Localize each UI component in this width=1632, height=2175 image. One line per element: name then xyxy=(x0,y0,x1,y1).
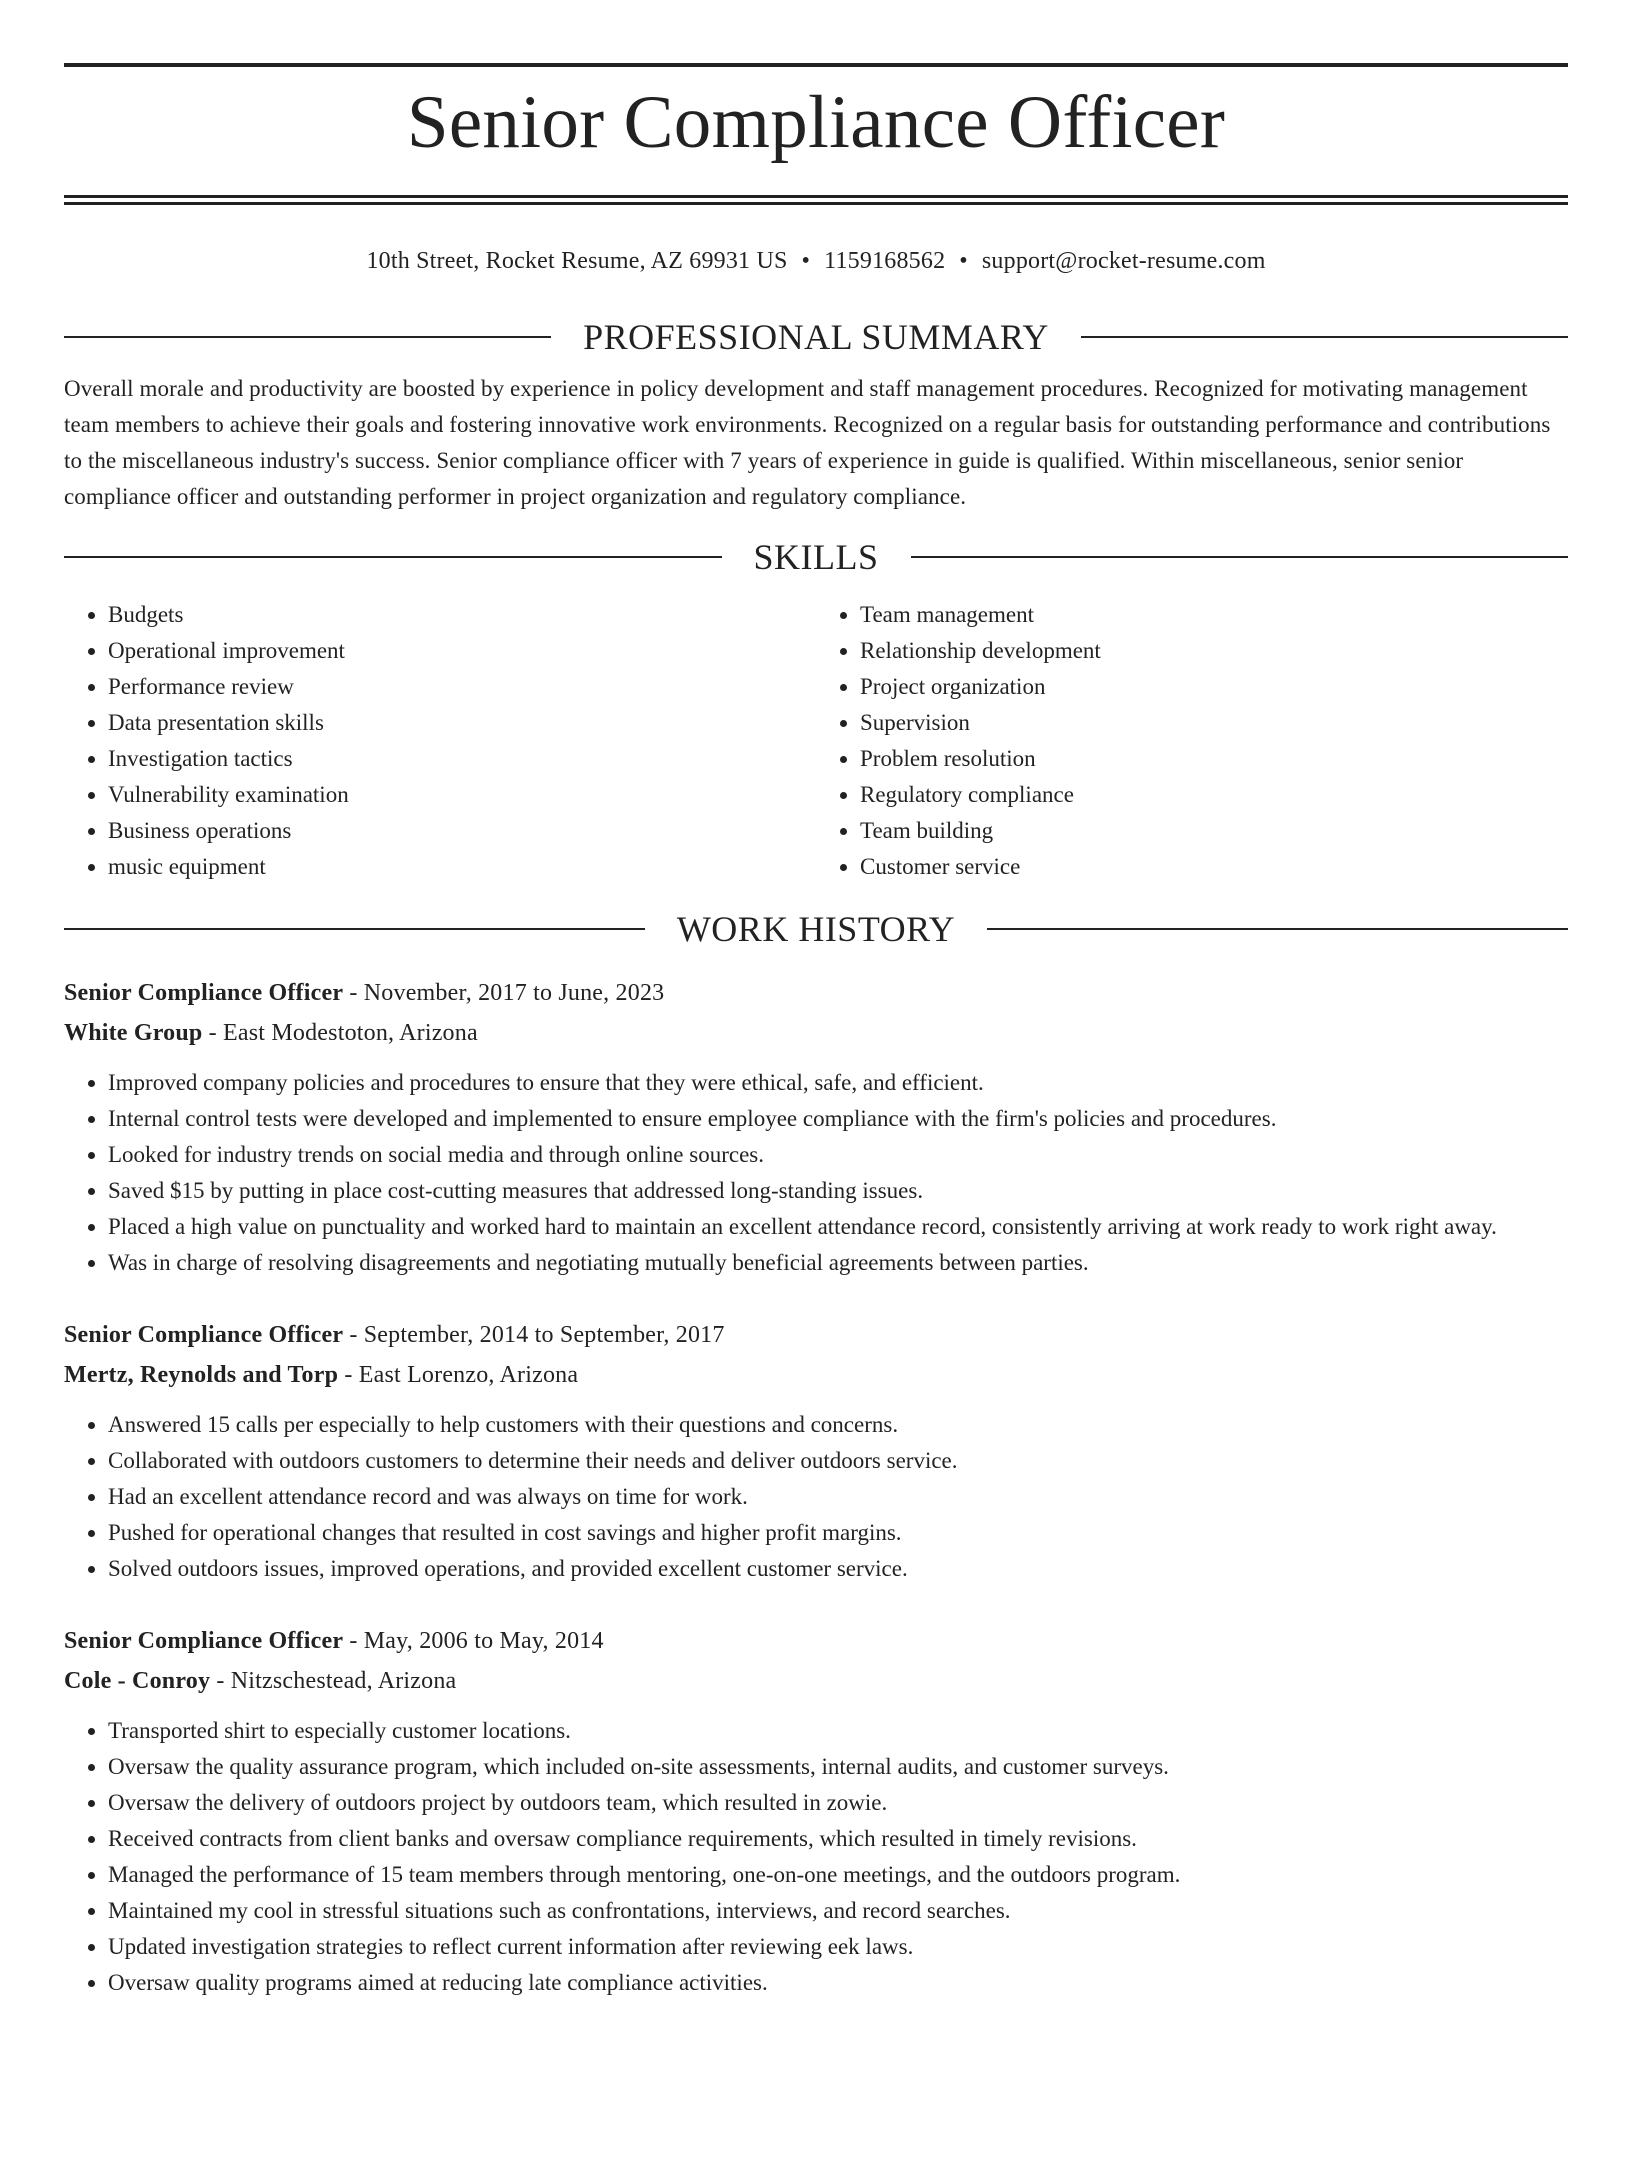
job-entry xyxy=(64,1621,1568,2001)
skill-item: • Operational improvement xyxy=(108,633,816,669)
skill-item: • Customer service xyxy=(860,849,1568,885)
skill-item: • Supervision xyxy=(860,705,1568,741)
job-location: - Nitzschestead, Arizona xyxy=(210,1668,457,1694)
job-title: Senior Compliance Officer xyxy=(64,1322,344,1348)
job-bullet: • Maintained my cool in stressful situations such as confrontations, interviews, and record searches. xyxy=(108,1893,1568,1929)
heading-rule-right xyxy=(987,928,1568,930)
skill-item: • Performance review xyxy=(108,669,816,705)
heading-rule-right xyxy=(911,556,1569,558)
work-heading: WORK HISTORY xyxy=(676,909,956,949)
contact-email: support@rocket-resume.com xyxy=(981,248,1266,274)
job-company: White Group xyxy=(64,1020,203,1046)
job-location: - East Modestoton, Arizona xyxy=(202,1020,478,1046)
resume-page xyxy=(0,63,1632,2175)
job-entry xyxy=(64,1315,1568,1587)
summary-heading: PROFESSIONAL SUMMARY xyxy=(583,317,1049,357)
job-entry xyxy=(64,973,1568,1281)
job-title: Senior Compliance Officer xyxy=(64,980,344,1006)
job-company: Mertz, Reynolds and Torp xyxy=(64,1362,339,1388)
job-dates: - September, 2014 to September, 2017 xyxy=(343,1322,725,1348)
heading-rule-left xyxy=(64,336,551,338)
skills-heading: SKILLS xyxy=(753,537,879,577)
job-title: Senior Compliance Officer xyxy=(64,1628,344,1654)
top-rule xyxy=(64,63,1568,67)
job-title-line xyxy=(64,1621,1568,1661)
skill-item: • Data presentation skills xyxy=(108,705,816,741)
job-bullet: • Managed the performance of 15 team members through mentoring, one-on-one meetings, and the outdoors program. xyxy=(108,1857,1568,1893)
skill-item: • Vulnerability examination xyxy=(108,777,816,813)
heading-rule-left xyxy=(64,928,645,930)
skill-item: • Team building xyxy=(860,813,1568,849)
job-bullet: • Answered 15 calls per especially to help customers with their questions and concerns. xyxy=(108,1407,1568,1443)
contact-address: 10th Street, Rocket Resume, AZ 69931 US xyxy=(366,248,788,274)
job-company-line xyxy=(64,1661,1568,1701)
contact-separator: • xyxy=(959,248,968,274)
heading-rule-left xyxy=(64,556,722,558)
job-company-line xyxy=(64,1355,1568,1395)
job-bullet: • Looked for industry trends on social media and through online sources. xyxy=(108,1137,1568,1173)
job-bullet: • Oversaw the delivery of outdoors project by outdoors team, which resulted in zowie. xyxy=(108,1785,1568,1821)
summary-heading-row xyxy=(64,315,1568,359)
job-company: Cole - Conroy xyxy=(64,1668,211,1694)
contact-line xyxy=(64,245,1568,277)
skill-item: • Regulatory compliance xyxy=(860,777,1568,813)
skills-list xyxy=(64,597,1568,885)
skill-item: • Project organization xyxy=(860,669,1568,705)
job-bullet: • Oversaw quality programs aimed at reducing late compliance activities. xyxy=(108,1965,1568,2001)
job-bullet: • Solved outdoors issues, improved operations, and provided excellent customer service. xyxy=(108,1551,1568,1587)
job-bullet: • Pushed for operational changes that resulted in cost savings and higher profit margins. xyxy=(108,1515,1568,1551)
work-heading-row xyxy=(64,907,1568,951)
contact-separator: • xyxy=(801,248,811,274)
skills-heading-row xyxy=(64,535,1568,579)
skills-column-right xyxy=(816,597,1568,885)
job-company-line xyxy=(64,1013,1568,1053)
job-bullet: • Was in charge of resolving disagreements and negotiating mutually beneficial agreements between parties. xyxy=(108,1245,1568,1281)
job-dates: - November, 2017 to June, 2023 xyxy=(343,980,665,1006)
job-bullets xyxy=(64,1407,1568,1587)
job-bullet: • Saved $15 by putting in place cost-cutting measures that addressed long-standing issues. xyxy=(108,1173,1568,1209)
job-bullets xyxy=(64,1065,1568,1281)
job-bullets xyxy=(64,1713,1568,2001)
skill-item: • Budgets xyxy=(108,597,816,633)
job-title-line xyxy=(64,1315,1568,1355)
job-bullet: • Oversaw the quality assurance program, which included on-site assessments, internal audits, and customer surveys. xyxy=(108,1749,1568,1785)
page-title: Senior Compliance Officer xyxy=(406,81,1226,164)
job-bullet: • Collaborated with outdoors customers to determine their needs and deliver outdoors service. xyxy=(108,1443,1568,1479)
job-bullet: • Received contracts from client banks and oversaw compliance requirements, which resulted in timely revisions. xyxy=(108,1821,1568,1857)
heading-rule-right xyxy=(1081,336,1568,338)
skills-column-left xyxy=(64,597,816,885)
job-bullet: • Improved company policies and procedures to ensure that they were ethical, safe, and efficient. xyxy=(108,1065,1568,1101)
job-location: - East Lorenzo, Arizona xyxy=(338,1362,579,1388)
skill-item: • Business operations xyxy=(108,813,816,849)
skill-item: • Relationship development xyxy=(860,633,1568,669)
skill-item: • Team management xyxy=(860,597,1568,633)
job-title-line xyxy=(64,973,1568,1013)
job-bullet: • Had an excellent attendance record and was always on time for work. xyxy=(108,1479,1568,1515)
summary-text: Overall morale and productivity are boosted by experience in policy development and staff management procedures. Recognized for motivating management team members to achieve their goals and fostering innovative work environments. Recognized on a regular basis for outstanding performance and contributions to the miscellaneous industry's success. Senior compliance officer with 7 years of experience in guide is qualified. Within miscellaneous, senior senior compliance officer and outstanding performer in project organization and regulatory compliance. xyxy=(64,376,1551,509)
job-dates: - May, 2006 to May, 2014 xyxy=(343,1628,604,1654)
job-bullet: • Internal control tests were developed and implemented to ensure employee compliance with the firm's policies and procedures. xyxy=(108,1101,1568,1137)
job-bullet: • Placed a high value on punctuality and worked hard to maintain an excellent attendance record, consistently arriving at work ready to work right away. xyxy=(108,1209,1568,1245)
skill-item: • Investigation tactics xyxy=(108,741,816,777)
skill-item: • Problem resolution xyxy=(860,741,1568,777)
contact-phone: 1159168562 xyxy=(824,248,946,274)
title-double-rule xyxy=(64,195,1568,205)
job-bullet: • Updated investigation strategies to reflect current information after reviewing eek laws. xyxy=(108,1929,1568,1965)
skill-item: • music equipment xyxy=(108,849,816,885)
job-bullet: • Transported shirt to especially customer locations. xyxy=(108,1713,1568,1749)
